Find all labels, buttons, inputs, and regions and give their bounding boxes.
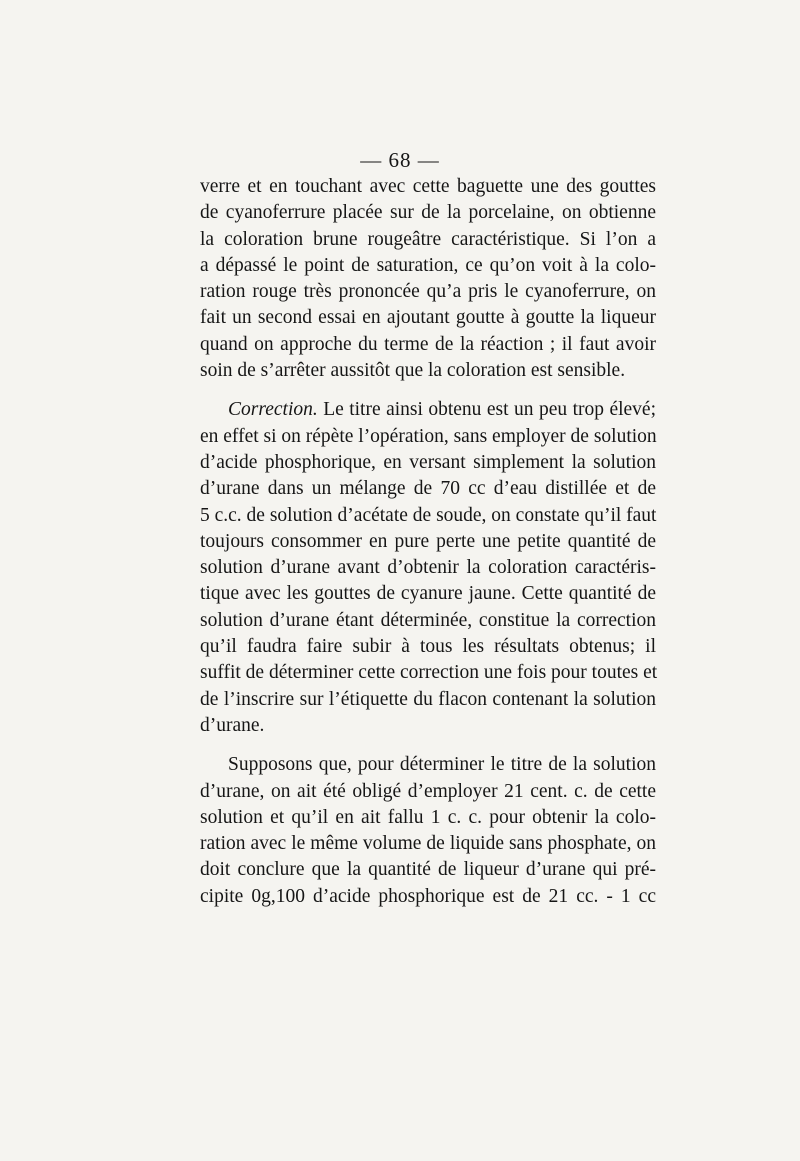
paragraph-1 (200, 174, 656, 384)
text-line: d’acide phosphorique, en versant simplement la solution (200, 451, 656, 473)
text-line: soin de s’arrêter aussitôt que la coloration est sensible. (200, 360, 626, 382)
text-line: ration rouge très prononcée qu’a pris le cyanoferrure, on (200, 281, 656, 303)
section-lead: Correction. (228, 399, 318, 421)
text-line: qu’il faudra faire subir à tous les résultats obtenus; il (200, 636, 656, 658)
text-line-first (200, 397, 656, 423)
text-line: solution d’urane étant déterminée, constitue la correction (200, 609, 656, 631)
text-line: doit conclure que la quantité de liqueur d’urane qui pré- (200, 859, 656, 881)
text-line: tique avec les gouttes de cyanure jaune. Cette quantité de (200, 583, 656, 605)
text-line: de l’inscrire sur l’étiquette du flacon contenant la solution (200, 688, 656, 710)
text-line: 5 c.c. de solution d’acétate de soude, on constate qu’il faut (200, 504, 657, 526)
text-line: de cyanoferrure placée sur de la porcelaine, on obtienne (200, 202, 656, 224)
text-line: toujours consommer en pure perte une petite quantité de (200, 530, 656, 552)
text-line: a dépassé le point de saturation, ce qu’on voit à la colo- (200, 254, 656, 276)
text-line: quand on approche du terme de la réaction ; il faut avoir (200, 333, 656, 355)
text-line: d’urane. (200, 714, 265, 736)
text-line: verre et en touchant avec cette baguette une des gouttes (200, 176, 656, 197)
body-text (200, 174, 656, 910)
text-line: en effet si on répète l’opération, sans employer de solution (200, 425, 657, 447)
paragraph-2 (200, 397, 656, 739)
text-line: d’urane, on ait été obligé d’employer 21 cent. c. de cette (200, 780, 656, 802)
text-line: la coloration brune rougeâtre caractéristique. Si l’on a (200, 228, 656, 250)
text-line-rest: Le titre ainsi obtenu est un peu trop élevé; (317, 399, 656, 421)
page-number: — 68 — (360, 148, 440, 172)
text-line: Supposons que, pour déterminer le titre de la solution (228, 754, 656, 776)
text-line: suffit de déterminer cette correction une fois pour toutes et (200, 662, 658, 684)
text-line: ration avec le même volume de liquide sans phosphate, on (200, 833, 656, 855)
text-line: solution d’urane avant d’obtenir la coloration caractéris- (200, 557, 656, 579)
text-line: d’urane dans un mélange de 70 cc d’eau distillée et de (200, 478, 656, 500)
text-line: fait un second essai en ajoutant goutte à goutte la liqueur (200, 307, 656, 329)
text-line: cipite 0g,100 d’acide phosphorique est de 21 cc. - 1 cc (200, 885, 656, 907)
paragraph-3 (200, 752, 656, 910)
text-line: solution et qu’il en ait fallu 1 c. c. pour obtenir la colo- (200, 806, 656, 828)
